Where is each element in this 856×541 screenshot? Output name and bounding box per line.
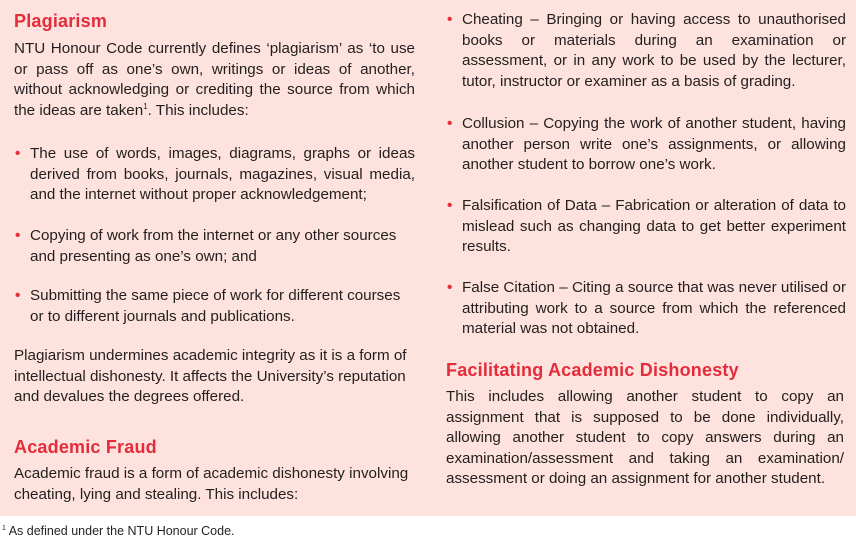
footnote	[2, 523, 235, 539]
list-item	[14, 144, 415, 206]
facilitating-body: This includes allowing another student to copy an assignment that is supposed to be done individually, allowing another student to copy answers during an examination/assessment and taking an examination/ assessment or doing an assignment for another student.	[446, 388, 844, 487]
list-item-text: False Citation – Citing a source that was never utilised or attributing work to a source from which the referenced material was not obtained.	[462, 279, 846, 337]
list-item-text: Falsification of Data – Fabrication or alteration of data to mislead such as changing data to get better experiment results.	[462, 197, 846, 255]
list-item	[446, 10, 846, 92]
list-item	[446, 196, 846, 258]
bullet-icon: •	[15, 227, 21, 244]
list-item	[14, 226, 415, 267]
list-item-text: The use of words, images, diagrams, graphs or ideas derived from books, journals, magazines, visual media, and the internet without proper acknowledgement;	[30, 145, 415, 203]
plagiarism-intro-tail: . This includes:	[147, 101, 249, 119]
bullet-icon: •	[447, 115, 453, 132]
plagiarism-heading: Plagiarism	[14, 11, 108, 31]
bullet-icon: •	[447, 279, 453, 296]
academic-fraud-intro: Academic fraud is a form of academic dishonesty involving cheating, lying and stealing. This includes:	[14, 465, 409, 503]
list-item-text: Submitting the same piece of work for different courses or to different journals and publications.	[30, 287, 401, 325]
footnote-text: As defined under the NTU Honour Code.	[5, 524, 235, 538]
bullet-icon: •	[15, 287, 21, 304]
academic-fraud-heading: Academic Fraud	[14, 437, 157, 457]
plagiarism-intro	[14, 39, 415, 121]
list-item	[14, 286, 415, 327]
footnote-ref: 1	[143, 101, 148, 111]
list-item	[446, 114, 846, 176]
list-item-text: Cheating – Bringing or having access to unauthorised books or materials during an examination or assessment, or in any work to be used by the lecturer, tutor, instructor or examiner as a basis of grading.	[462, 11, 846, 90]
plagiarism-intro-text: NTU Honour Code currently defines ‘plagiarism’ as ‘to use or pass off as one’s own, writings or ideas of another, without acknowledging or crediting the source from which the ideas are taken	[14, 40, 415, 119]
bullet-icon: •	[15, 145, 21, 162]
list-item	[446, 278, 846, 340]
list-item-text: Copying of work from the internet or any other sources and presenting as one’s own; and	[30, 227, 397, 265]
bullet-icon: •	[447, 197, 453, 214]
plagiarism-summary: Plagiarism undermines academic integrity as it is a form of intellectual dishonesty. It affects the University’s reputation and devalues the degrees offered.	[14, 347, 407, 405]
list-item-text: Collusion – Copying the work of another student, having another person write one’s assignments, or allowing another student to borrow one’s work.	[462, 115, 846, 173]
footnote-marker: 1	[2, 524, 6, 532]
bullet-icon: •	[447, 11, 453, 28]
facilitating-heading: Facilitating Academic Dishonesty	[446, 360, 739, 380]
